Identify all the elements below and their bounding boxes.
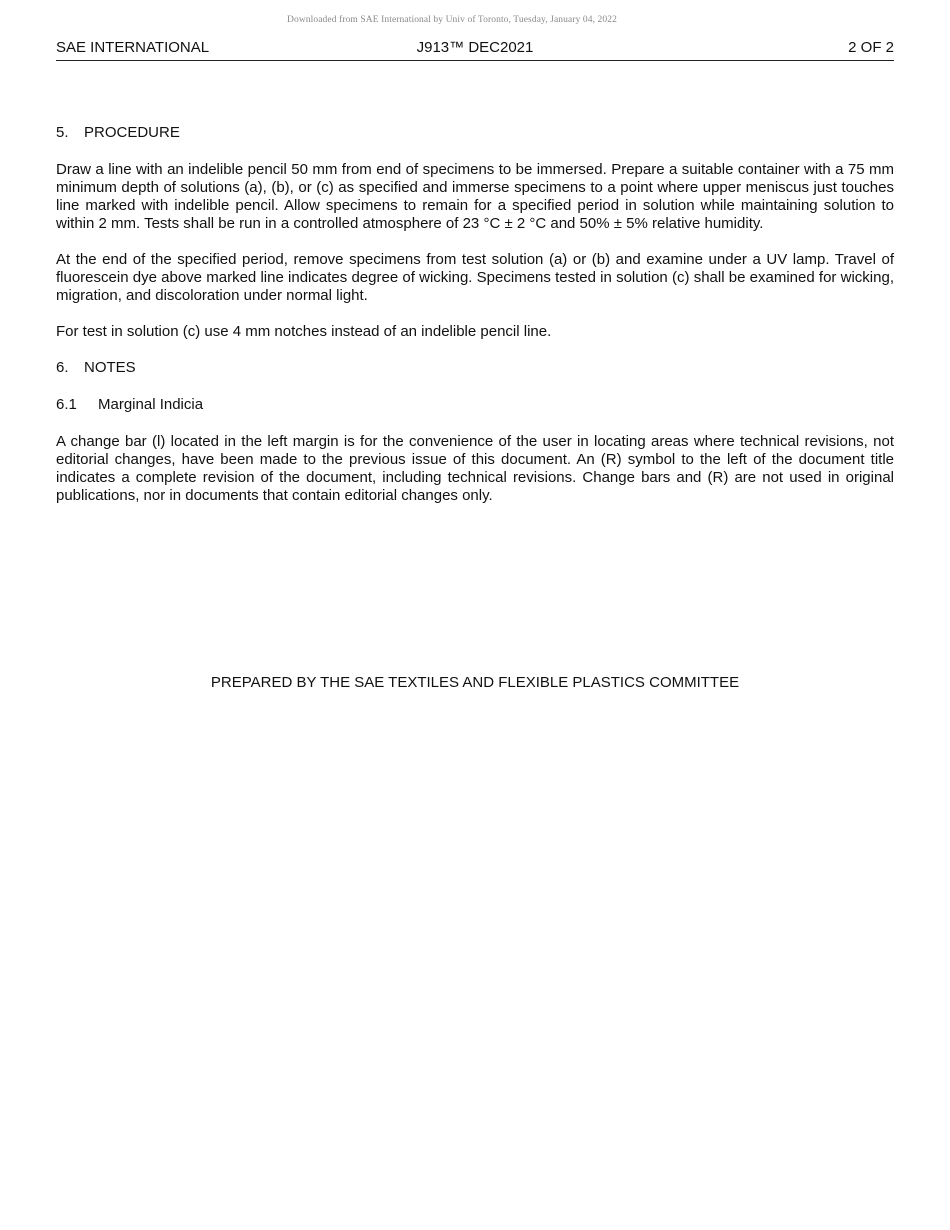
committee-statement: PREPARED BY THE SAE TEXTILES AND FLEXIBLE PLASTICS COMMITTEE xyxy=(210,674,740,691)
procedure-number: 5. xyxy=(56,124,69,141)
header-document-id: J913™ DEC2021 xyxy=(416,39,534,56)
procedure-paragraph-2: At the end of the specified period, remove specimens from test solution (a) or (b) and examine under a UV lamp. Travel of fluorescein dye above marked line indicates degree of wicking. Specimens tested in solution (c) shall be examined for wicking, migration, and discoloration under normal light. xyxy=(56,251,894,304)
notes-title: NOTES xyxy=(84,359,136,376)
marginal-indicia-title: Marginal Indicia xyxy=(98,396,204,413)
notes-number: 6. xyxy=(56,359,69,376)
marginal-indicia-heading xyxy=(56,396,894,414)
header-organization: SAE INTERNATIONAL xyxy=(56,39,210,56)
procedure-heading xyxy=(56,124,894,142)
download-watermark: Downloaded from SAE International by Univ of Toronto, Tuesday, January 04, 2022 xyxy=(287,15,617,25)
marginal-indicia-number: 6.1 xyxy=(56,396,77,413)
procedure-paragraph-3: For test in solution (c) use 4 mm notches instead of an indelible pencil line. xyxy=(56,323,552,340)
document-body xyxy=(56,124,894,523)
procedure-title: PROCEDURE xyxy=(84,124,180,141)
header-page-number: 2 OF 2 xyxy=(848,39,894,56)
notes-heading xyxy=(56,359,894,377)
page-header xyxy=(56,38,894,61)
procedure-paragraph-1: Draw a line with an indelible pencil 50 mm from end of specimens to be immersed. Prepare a suitable container with a 75 mm minimum depth of solutions (a), (b), or (c) as specified and immerse specimens to a point where upper meniscus just touches line marked with indelible pencil. Allow specimens to remain for a specified period in solution while maintaining solution to within 2 mm. Tests shall be run in a controlled atmosphere of 23 °C ± 2 °C and 50% ± 5% relative humidity. xyxy=(56,161,894,232)
marginal-indicia-paragraph: A change bar (l) located in the left margin is for the convenience of the user in locating areas where technical revisions, not editorial changes, have been made to the previous issue of this document. An (R) symbol to the left of the document title indicates a complete revision of the document, including technical revisions. Change bars and (R) are not used in original publications, nor in documents that contain editorial changes only. xyxy=(56,433,894,504)
